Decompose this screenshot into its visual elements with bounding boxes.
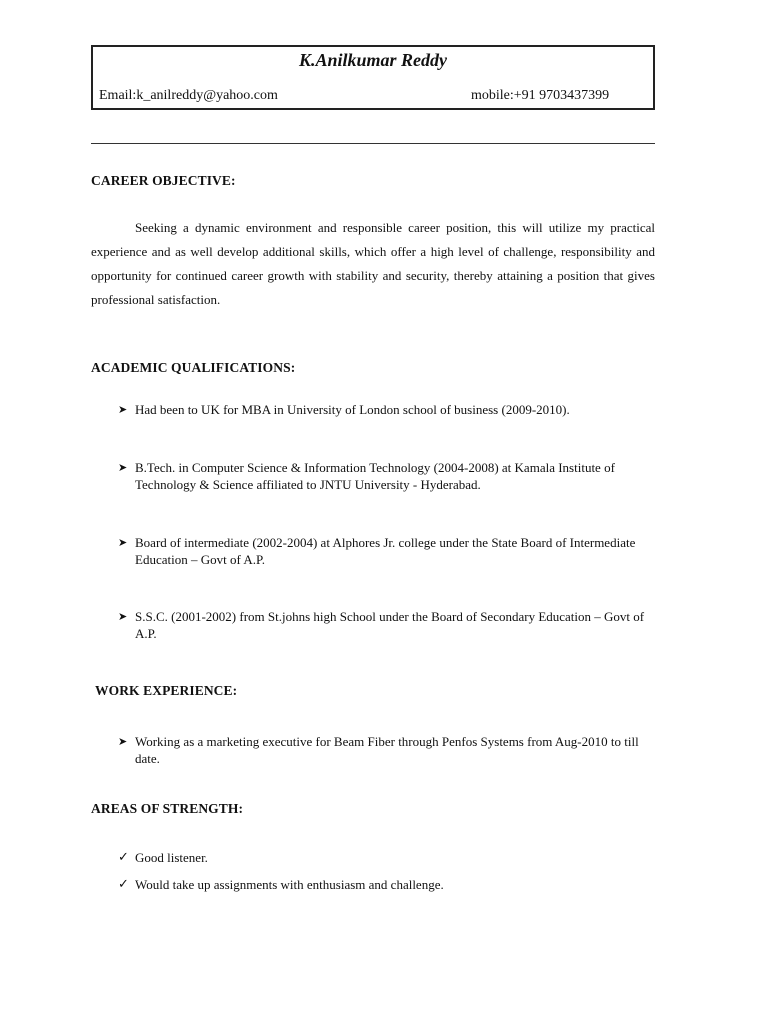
email-text: Email:k_anilreddy@yahoo.com — [99, 88, 278, 103]
academic-item-text: B.Tech. in Computer Science & Information Technology (2004-2008) at Kamala Institute of Technology & Science affiliated to JNTU University - Hyderabad. — [135, 460, 615, 492]
mobile-text: mobile:+91 9703437399 — [471, 88, 610, 103]
academic-item-text: Board of intermediate (2002-2004) at Alphores Jr. college under the State Board of Intermediate Education – Govt of A.P. — [135, 535, 636, 567]
academic-item-text: S.S.C. (2001-2002) from St.johns high School under the Board of Secondary Education – Govt of A.P. — [135, 609, 645, 641]
academic-item-text: Had been to UK for MBA in University of London school of business (2009-2010). — [135, 402, 570, 417]
arrow-bullet-icon: ➤ — [118, 462, 128, 474]
career-objective-body: Seeking a dynamic environment and responsible career position, this will utilize my practical experience and as well develop additional skills, which offer a high level of challenge, responsibility and opportunity for continued career growth with stability and security, thereby attaining a position that gives professional satisfaction. — [91, 220, 655, 307]
academic-item — [118, 460, 658, 493]
strength-item-text: Would take up assignments with enthusiasm and challenge. — [135, 877, 444, 892]
strength-item-text: Good listener. — [135, 850, 208, 865]
arrow-bullet-icon: ➤ — [118, 537, 128, 549]
academic-item — [118, 402, 658, 419]
arrow-bullet-icon: ➤ — [118, 736, 128, 748]
work-item-text: Working as a marketing executive for Beam Fiber through Penfos Systems from Aug-2010 to till date. — [135, 734, 639, 766]
career-objective-text — [91, 216, 655, 312]
candidate-name: K.Anilkumar Reddy — [298, 50, 448, 70]
checkmark-icon: ✓ — [118, 876, 129, 891]
academic-heading: ACADEMIC QUALIFICATIONS: — [91, 360, 296, 375]
header-divider — [91, 143, 655, 144]
checkmark-icon: ✓ — [118, 849, 129, 864]
strength-heading: AREAS OF STRENGTH: — [91, 801, 244, 816]
career-objective-heading: CAREER OBJECTIVE: — [91, 173, 236, 188]
strength-item — [118, 850, 658, 867]
work-experience-heading: WORK EXPERIENCE: — [95, 683, 238, 698]
academic-item — [118, 535, 658, 568]
arrow-bullet-icon: ➤ — [118, 404, 128, 416]
arrow-bullet-icon: ➤ — [118, 611, 128, 623]
strength-item — [118, 877, 658, 894]
academic-item — [118, 609, 658, 642]
work-item — [118, 734, 658, 767]
contact-header-box — [91, 45, 655, 110]
